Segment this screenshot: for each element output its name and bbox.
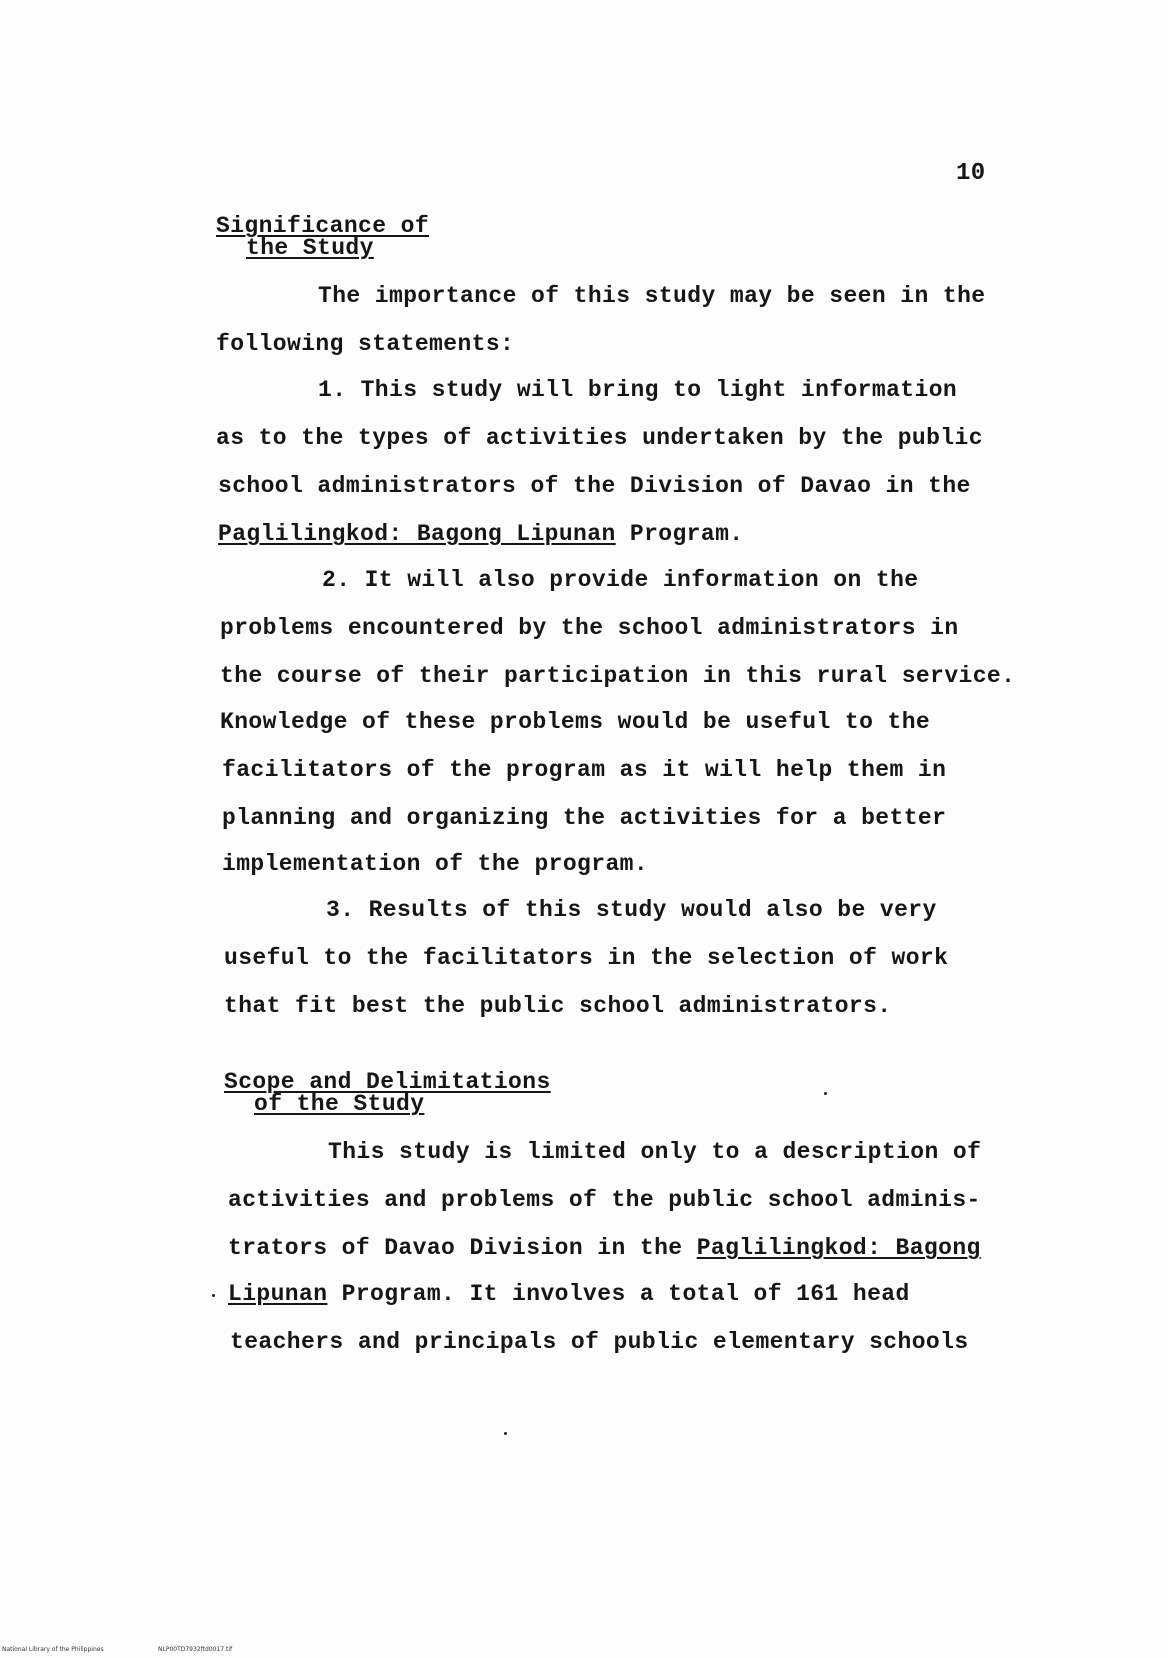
scan-speck (504, 1432, 507, 1435)
section-heading-significance-line1: Significance of (216, 213, 430, 239)
item2-line: implementation of the program. (222, 851, 649, 877)
program-name: Paglilingkod: Bagong Lipunan (218, 521, 616, 547)
item1-line: school administrators of the Division of Davao in the (218, 473, 971, 499)
intro-line: The importance of this study may be seen in the (318, 283, 986, 309)
section-heading-scope-line1: Scope and Delimitations (224, 1069, 551, 1095)
scope-line (228, 1280, 910, 1308)
footer-file-id: NLP00TD7932ftd0017.tif (158, 1646, 233, 1653)
scope-text: trators of Davao Division in the (228, 1235, 697, 1261)
item1-line: 1. This study will bring to light information (318, 377, 958, 403)
item3-line: useful to the facilitators in the selection of work (224, 945, 949, 971)
item2-line: the course of their participation in this rural service. (220, 663, 1016, 689)
section-heading-significance-line2: the Study (246, 235, 374, 261)
program-name: Lipunan (228, 1281, 328, 1307)
item2-line: planning and organizing the activities for a better (222, 805, 947, 831)
footer-library: National Library of the Philippines (2, 1646, 104, 1653)
scan-speck (824, 1092, 827, 1095)
item3-line: 3. Results of this study would also be very (326, 897, 937, 923)
item2-line: Knowledge of these problems would be useful to the (220, 709, 931, 735)
item1-line (218, 520, 744, 548)
item2-line: problems encountered by the school administrators in (220, 615, 959, 641)
scope-line: activities and problems of the public school adminis- (228, 1187, 981, 1213)
program-label: Program. (615, 521, 744, 547)
scope-line: This study is limited only to a description of (328, 1139, 982, 1165)
item1-line: as to the types of activities undertaken by the public (216, 425, 983, 451)
page-number: 10 (956, 160, 986, 187)
item2-line: facilitators of the program as it will help them in (222, 757, 947, 783)
section-heading-scope-line2: of the Study (254, 1091, 425, 1117)
scope-line (228, 1234, 981, 1262)
scope-line: teachers and principals of public elementary schools (230, 1329, 969, 1355)
intro-line: following statements: (216, 331, 515, 357)
program-name: Paglilingkod: Bagong (696, 1235, 981, 1261)
item2-line: 2. It will also provide information on the (322, 567, 919, 593)
scope-text: Program. It involves a total of 161 head (327, 1281, 910, 1307)
item3-line: that fit best the public school administrators. (224, 993, 892, 1019)
scan-speck (212, 1294, 215, 1297)
